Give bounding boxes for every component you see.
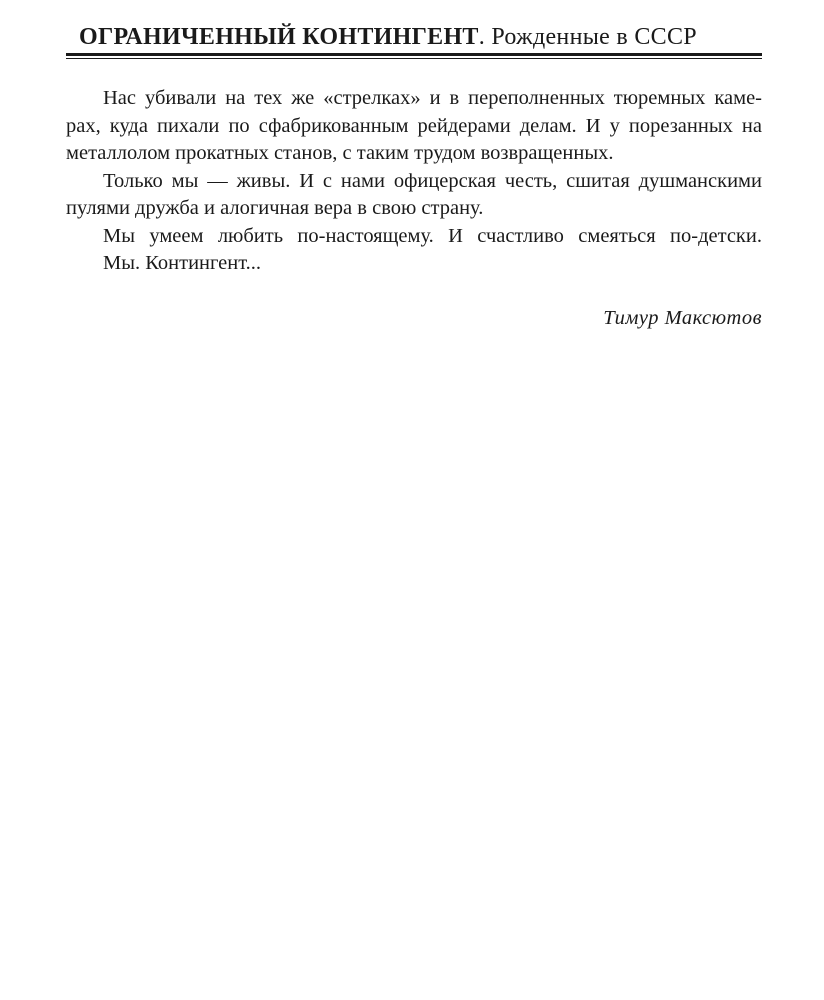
running-header <box>66 24 762 50</box>
header-rule-thick <box>66 53 762 56</box>
header-title-bold: ОГРАНИЧЕННЫЙ КОНТИНГЕНТ <box>79 24 479 50</box>
text-line: рах, куда пихали по сфабрикованным рейдерами делам. И у порезанных на <box>66 114 762 137</box>
text-line: Только мы — живы. И с нами офицерская честь, сшитая душманскими <box>103 169 762 192</box>
text-line: металлолом прокатных станов, с таким трудом возвращенных. <box>66 142 614 164</box>
text-line: Мы умеем любить по-настоящему. И счастливо смеяться по-детски. <box>103 224 762 247</box>
author-signature: Тимур Максютов <box>603 306 762 329</box>
header-rule <box>66 53 762 59</box>
text-line: Мы. Контингент... <box>103 252 262 274</box>
header-title-regular: . Рожденные в СССР <box>478 24 697 50</box>
text-line: пулями дружба и алогичная вера в свою страну. <box>66 197 484 219</box>
body-text <box>66 85 762 278</box>
header-rule-thin <box>66 58 762 59</box>
text-block <box>66 24 762 331</box>
text-line: Нас убивали на тех же «стрелках» и в переполненных тюремных каме- <box>103 87 762 109</box>
